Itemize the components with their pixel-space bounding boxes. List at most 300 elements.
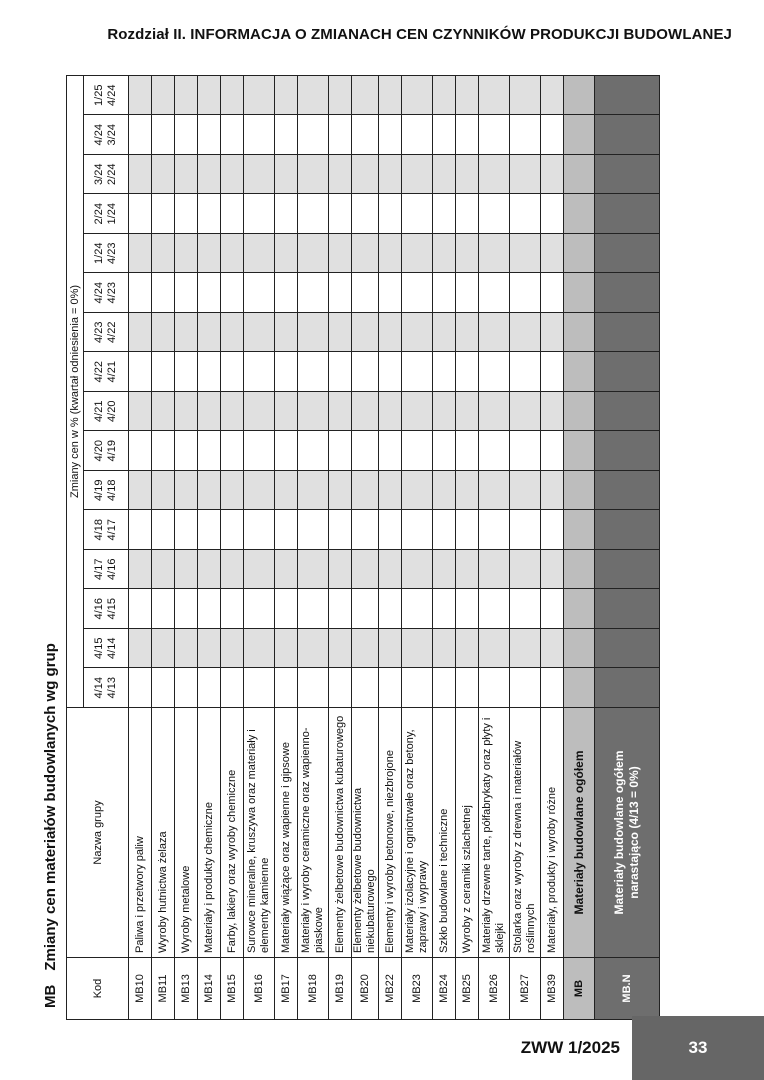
value-cell bbox=[379, 510, 402, 550]
quarter-top: 1/25 bbox=[93, 84, 105, 106]
value-cell bbox=[129, 668, 152, 708]
quarter-top: 4/24 bbox=[93, 282, 105, 304]
value-cell bbox=[298, 550, 329, 590]
value-cell bbox=[564, 352, 595, 392]
value-cell bbox=[379, 352, 402, 392]
value-cell bbox=[221, 194, 244, 234]
value-cell bbox=[152, 194, 175, 234]
row-code: MB20 bbox=[352, 958, 379, 1020]
value-cell bbox=[456, 313, 479, 353]
value-cell bbox=[541, 392, 564, 432]
value-cell bbox=[433, 431, 456, 471]
value-cell bbox=[402, 155, 433, 195]
quarter-bottom: 4/13 bbox=[106, 677, 118, 699]
table-row bbox=[541, 75, 564, 1019]
value-cell bbox=[129, 352, 152, 392]
value-cell bbox=[456, 75, 479, 115]
row-code: MB24 bbox=[433, 958, 456, 1020]
value-cell bbox=[244, 629, 275, 669]
value-cell bbox=[456, 392, 479, 432]
value-cell bbox=[198, 510, 221, 550]
value-cell bbox=[352, 589, 379, 629]
value-cell bbox=[198, 313, 221, 353]
row-code: MB15 bbox=[221, 958, 244, 1020]
value-cell bbox=[352, 234, 379, 274]
value-cell bbox=[564, 471, 595, 511]
value-cell bbox=[402, 234, 433, 274]
table-title bbox=[40, 643, 62, 1008]
value-cell bbox=[152, 668, 175, 708]
value-cell bbox=[379, 471, 402, 511]
row-group-name: Materiały i produkty chemiczne bbox=[198, 708, 221, 958]
value-cell bbox=[456, 194, 479, 234]
header-nazwa-grupy: Nazwa grupy bbox=[67, 708, 129, 958]
cumulative-name-line2: narastająco (4/13 = 0%) bbox=[627, 766, 641, 899]
value-cell bbox=[221, 392, 244, 432]
value-cell bbox=[198, 431, 221, 471]
quarter-bottom: 4/23 bbox=[106, 282, 118, 304]
value-cell bbox=[175, 115, 198, 155]
value-cell bbox=[541, 273, 564, 313]
value-cell bbox=[541, 431, 564, 471]
value-cell bbox=[564, 115, 595, 155]
value-cell bbox=[198, 75, 221, 115]
value-cell bbox=[456, 629, 479, 669]
value-cell bbox=[402, 471, 433, 511]
quarter-bottom: 2/24 bbox=[106, 163, 118, 185]
value-cell bbox=[541, 668, 564, 708]
value-cell bbox=[152, 392, 175, 432]
value-cell bbox=[510, 668, 541, 708]
value-cell bbox=[221, 668, 244, 708]
value-cell bbox=[402, 431, 433, 471]
value-cell bbox=[298, 155, 329, 195]
quarter-top: 4/20 bbox=[93, 440, 105, 462]
value-cell bbox=[275, 550, 298, 590]
value-cell bbox=[510, 115, 541, 155]
value-cell bbox=[244, 75, 275, 115]
value-cell bbox=[298, 471, 329, 511]
table-title-text: Zmiany cen materiałów budowlanych wg grup bbox=[42, 643, 59, 971]
value-cell bbox=[595, 155, 660, 195]
row-code: MB14 bbox=[198, 958, 221, 1020]
value-cell bbox=[152, 629, 175, 669]
value-cell bbox=[595, 471, 660, 511]
quarter-header bbox=[84, 313, 129, 353]
quarter-bottom: 4/24 bbox=[106, 84, 118, 106]
value-cell bbox=[402, 629, 433, 669]
value-cell bbox=[541, 550, 564, 590]
value-cell bbox=[298, 352, 329, 392]
value-cell bbox=[595, 75, 660, 115]
row-group-name: Paliwa i przetwory paliw bbox=[129, 708, 152, 958]
value-cell bbox=[541, 115, 564, 155]
value-cell bbox=[129, 273, 152, 313]
row-group-name: Elementy żelbetowe budownictwa kubaturowego bbox=[329, 708, 352, 958]
footer-issue: ZWW 1/2025 bbox=[520, 1038, 620, 1057]
value-cell bbox=[564, 589, 595, 629]
value-cell bbox=[298, 75, 329, 115]
quarter-header bbox=[84, 234, 129, 274]
value-cell bbox=[564, 313, 595, 353]
value-cell bbox=[244, 471, 275, 511]
value-cell bbox=[352, 155, 379, 195]
value-cell bbox=[541, 352, 564, 392]
value-cell bbox=[595, 431, 660, 471]
value-cell bbox=[402, 115, 433, 155]
value-cell bbox=[433, 115, 456, 155]
value-cell bbox=[352, 431, 379, 471]
value-cell bbox=[595, 629, 660, 669]
value-cell bbox=[379, 668, 402, 708]
value-cell bbox=[198, 234, 221, 274]
value-cell bbox=[352, 115, 379, 155]
value-cell bbox=[329, 431, 352, 471]
value-cell bbox=[541, 510, 564, 550]
quarter-top: 4/17 bbox=[93, 558, 105, 580]
table-row bbox=[329, 75, 352, 1019]
value-cell bbox=[479, 589, 510, 629]
value-cell bbox=[198, 589, 221, 629]
value-cell bbox=[298, 589, 329, 629]
value-cell bbox=[329, 629, 352, 669]
value-cell bbox=[275, 313, 298, 353]
quarter-bottom: 1/24 bbox=[106, 203, 118, 225]
value-cell bbox=[510, 471, 541, 511]
value-cell bbox=[456, 352, 479, 392]
value-cell bbox=[275, 352, 298, 392]
value-cell bbox=[198, 352, 221, 392]
value-cell bbox=[275, 234, 298, 274]
value-cell bbox=[198, 550, 221, 590]
value-cell bbox=[175, 75, 198, 115]
value-cell bbox=[541, 471, 564, 511]
value-cell bbox=[541, 589, 564, 629]
row-code: MB16 bbox=[244, 958, 275, 1020]
value-cell bbox=[541, 155, 564, 195]
value-cell bbox=[479, 392, 510, 432]
value-cell bbox=[329, 115, 352, 155]
row-code: MB18 bbox=[298, 958, 329, 1020]
table-row bbox=[379, 75, 402, 1019]
value-cell bbox=[379, 273, 402, 313]
value-cell bbox=[456, 471, 479, 511]
value-cell bbox=[456, 234, 479, 274]
table-row bbox=[129, 75, 152, 1019]
value-cell bbox=[275, 155, 298, 195]
table-row bbox=[433, 75, 456, 1019]
row-code: MB26 bbox=[479, 958, 510, 1020]
table-row bbox=[352, 75, 379, 1019]
table-row bbox=[275, 75, 298, 1019]
value-cell bbox=[175, 273, 198, 313]
quarter-header bbox=[84, 115, 129, 155]
value-cell bbox=[244, 115, 275, 155]
value-cell bbox=[456, 668, 479, 708]
value-cell bbox=[479, 431, 510, 471]
value-cell bbox=[379, 589, 402, 629]
value-cell bbox=[595, 313, 660, 353]
value-cell bbox=[510, 155, 541, 195]
value-cell bbox=[175, 668, 198, 708]
value-cell bbox=[275, 431, 298, 471]
price-change-table bbox=[66, 75, 660, 1020]
value-cell bbox=[541, 313, 564, 353]
value-cell bbox=[329, 668, 352, 708]
quarter-header bbox=[84, 392, 129, 432]
value-cell bbox=[564, 629, 595, 669]
value-cell bbox=[510, 589, 541, 629]
quarter-top: 4/24 bbox=[93, 124, 105, 146]
value-cell bbox=[379, 392, 402, 432]
value-cell bbox=[244, 589, 275, 629]
value-cell bbox=[244, 510, 275, 550]
quarter-top: 2/24 bbox=[93, 203, 105, 225]
value-cell bbox=[329, 392, 352, 432]
value-cell bbox=[275, 471, 298, 511]
value-cell bbox=[479, 629, 510, 669]
value-cell bbox=[129, 115, 152, 155]
row-group-name: Elementy żelbetowe budownictwa niekubaturowego bbox=[352, 708, 379, 958]
value-cell bbox=[433, 194, 456, 234]
value-cell bbox=[595, 115, 660, 155]
value-cell bbox=[198, 392, 221, 432]
quarter-bottom: 4/17 bbox=[106, 519, 118, 541]
value-cell bbox=[479, 155, 510, 195]
total-code: MB bbox=[564, 958, 595, 1020]
value-cell bbox=[152, 115, 175, 155]
value-cell bbox=[275, 589, 298, 629]
value-cell bbox=[510, 234, 541, 274]
row-group-name: Materiały i wyroby ceramiczne oraz wapienno-piaskowe bbox=[298, 708, 329, 958]
value-cell bbox=[352, 75, 379, 115]
value-cell bbox=[175, 155, 198, 195]
value-cell bbox=[564, 273, 595, 313]
value-cell bbox=[152, 234, 175, 274]
value-cell bbox=[402, 313, 433, 353]
value-cell bbox=[175, 629, 198, 669]
quarter-top: 4/15 bbox=[93, 637, 105, 659]
value-cell bbox=[275, 115, 298, 155]
value-cell bbox=[198, 471, 221, 511]
value-cell bbox=[479, 313, 510, 353]
value-cell bbox=[244, 273, 275, 313]
value-cell bbox=[221, 431, 244, 471]
total-row bbox=[564, 75, 595, 1019]
value-cell bbox=[402, 668, 433, 708]
cumulative-name-line1: Materiały budowlane ogółem bbox=[612, 750, 626, 915]
value-cell bbox=[456, 115, 479, 155]
value-cell bbox=[379, 550, 402, 590]
value-cell bbox=[402, 75, 433, 115]
value-cell bbox=[379, 313, 402, 353]
value-cell bbox=[456, 155, 479, 195]
value-cell bbox=[129, 550, 152, 590]
value-cell bbox=[152, 273, 175, 313]
value-cell bbox=[564, 668, 595, 708]
value-cell bbox=[298, 629, 329, 669]
value-cell bbox=[379, 234, 402, 274]
value-cell bbox=[433, 629, 456, 669]
value-cell bbox=[329, 352, 352, 392]
quarter-header bbox=[84, 352, 129, 392]
value-cell bbox=[433, 510, 456, 550]
value-cell bbox=[564, 510, 595, 550]
value-cell bbox=[221, 273, 244, 313]
total-name: Materiały budowlane ogółem bbox=[564, 708, 595, 958]
value-cell bbox=[479, 352, 510, 392]
row-group-name: Materiały drzewne tarte, półfabrykaty oraz płyty i sklejki bbox=[479, 708, 510, 958]
quarter-bottom: 4/21 bbox=[106, 361, 118, 383]
row-group-name: Elementy i wyroby betonowe, niezbrojone bbox=[379, 708, 402, 958]
row-group-name: Materiały, produkty i wyroby różne bbox=[541, 708, 564, 958]
table-row bbox=[456, 75, 479, 1019]
table-row bbox=[510, 75, 541, 1019]
value-cell bbox=[510, 550, 541, 590]
value-cell bbox=[221, 510, 244, 550]
value-cell bbox=[379, 115, 402, 155]
value-cell bbox=[595, 352, 660, 392]
value-cell bbox=[510, 510, 541, 550]
value-cell bbox=[129, 629, 152, 669]
value-cell bbox=[152, 431, 175, 471]
value-cell bbox=[479, 668, 510, 708]
value-cell bbox=[198, 194, 221, 234]
value-cell bbox=[479, 115, 510, 155]
value-cell bbox=[198, 273, 221, 313]
value-cell bbox=[152, 510, 175, 550]
value-cell bbox=[379, 194, 402, 234]
value-cell bbox=[564, 550, 595, 590]
table-row bbox=[152, 75, 175, 1019]
value-cell bbox=[456, 273, 479, 313]
row-code: MB13 bbox=[175, 958, 198, 1020]
value-cell bbox=[129, 510, 152, 550]
value-cell bbox=[221, 550, 244, 590]
quarter-bottom: 4/15 bbox=[106, 598, 118, 620]
quarter-header bbox=[84, 75, 129, 115]
quarter-bottom: 4/23 bbox=[106, 242, 118, 264]
quarter-header bbox=[84, 273, 129, 313]
row-group-name: Materiały wiążące oraz wapienne i gipsowe bbox=[275, 708, 298, 958]
value-cell bbox=[221, 115, 244, 155]
value-cell bbox=[433, 155, 456, 195]
value-cell bbox=[152, 352, 175, 392]
table-prefix: MB bbox=[42, 984, 59, 1008]
row-group-name: Wyroby metalowe bbox=[175, 708, 198, 958]
value-cell bbox=[298, 234, 329, 274]
value-cell bbox=[329, 75, 352, 115]
value-cell bbox=[298, 273, 329, 313]
value-cell bbox=[479, 471, 510, 511]
value-cell bbox=[402, 352, 433, 392]
page-number: 33 bbox=[632, 1016, 764, 1080]
value-cell bbox=[329, 155, 352, 195]
value-cell bbox=[244, 194, 275, 234]
value-cell bbox=[329, 510, 352, 550]
value-cell bbox=[402, 589, 433, 629]
cumulative-code: MB.N bbox=[595, 958, 660, 1020]
value-cell bbox=[275, 75, 298, 115]
quarter-top: 4/19 bbox=[93, 479, 105, 501]
quarter-top: 4/22 bbox=[93, 361, 105, 383]
value-cell bbox=[595, 392, 660, 432]
value-cell bbox=[175, 589, 198, 629]
value-cell bbox=[352, 194, 379, 234]
quarter-bottom: 4/14 bbox=[106, 637, 118, 659]
value-cell bbox=[433, 392, 456, 432]
quarter-top: 4/16 bbox=[93, 598, 105, 620]
value-cell bbox=[433, 273, 456, 313]
value-cell bbox=[221, 589, 244, 629]
row-group-name: Szkło budowlane i techniczne bbox=[433, 708, 456, 958]
quarter-header bbox=[84, 155, 129, 195]
value-cell bbox=[433, 75, 456, 115]
quarter-header bbox=[84, 550, 129, 590]
table-body bbox=[129, 75, 660, 1019]
value-cell bbox=[479, 194, 510, 234]
value-cell bbox=[595, 550, 660, 590]
quarter-header bbox=[84, 629, 129, 669]
table-row bbox=[221, 75, 244, 1019]
value-cell bbox=[433, 589, 456, 629]
table-row bbox=[402, 75, 433, 1019]
quarter-top: 1/24 bbox=[93, 242, 105, 264]
value-cell bbox=[402, 273, 433, 313]
row-group-name: Wyroby z ceramiki szlachetnej bbox=[456, 708, 479, 958]
value-cell bbox=[541, 194, 564, 234]
value-cell bbox=[298, 431, 329, 471]
value-cell bbox=[433, 668, 456, 708]
value-cell bbox=[244, 392, 275, 432]
quarter-bottom: 3/24 bbox=[106, 124, 118, 146]
value-cell bbox=[244, 550, 275, 590]
quarter-top: 4/14 bbox=[93, 677, 105, 699]
value-cell bbox=[129, 471, 152, 511]
value-cell bbox=[244, 313, 275, 353]
value-cell bbox=[152, 155, 175, 195]
value-cell bbox=[175, 313, 198, 353]
header-kod: Kod bbox=[67, 958, 129, 1020]
value-cell bbox=[479, 550, 510, 590]
value-cell bbox=[510, 273, 541, 313]
value-cell bbox=[352, 352, 379, 392]
value-cell bbox=[541, 234, 564, 274]
value-cell bbox=[479, 234, 510, 274]
rotated-table-area bbox=[40, 70, 720, 1020]
quarter-top: 4/23 bbox=[93, 321, 105, 343]
value-cell bbox=[175, 234, 198, 274]
value-cell bbox=[175, 431, 198, 471]
value-cell bbox=[352, 392, 379, 432]
value-cell bbox=[175, 392, 198, 432]
value-cell bbox=[329, 589, 352, 629]
row-group-name: Wyroby hutnictwa żelaza bbox=[152, 708, 175, 958]
quarter-bottom: 4/20 bbox=[106, 400, 118, 422]
value-cell bbox=[329, 313, 352, 353]
table-row bbox=[479, 75, 510, 1019]
value-cell bbox=[433, 313, 456, 353]
value-cell bbox=[275, 510, 298, 550]
value-cell bbox=[152, 550, 175, 590]
value-cell bbox=[198, 668, 221, 708]
value-cell bbox=[379, 155, 402, 195]
table-row bbox=[175, 75, 198, 1019]
value-cell bbox=[175, 194, 198, 234]
value-cell bbox=[152, 313, 175, 353]
row-code: MB23 bbox=[402, 958, 433, 1020]
value-cell bbox=[244, 431, 275, 471]
